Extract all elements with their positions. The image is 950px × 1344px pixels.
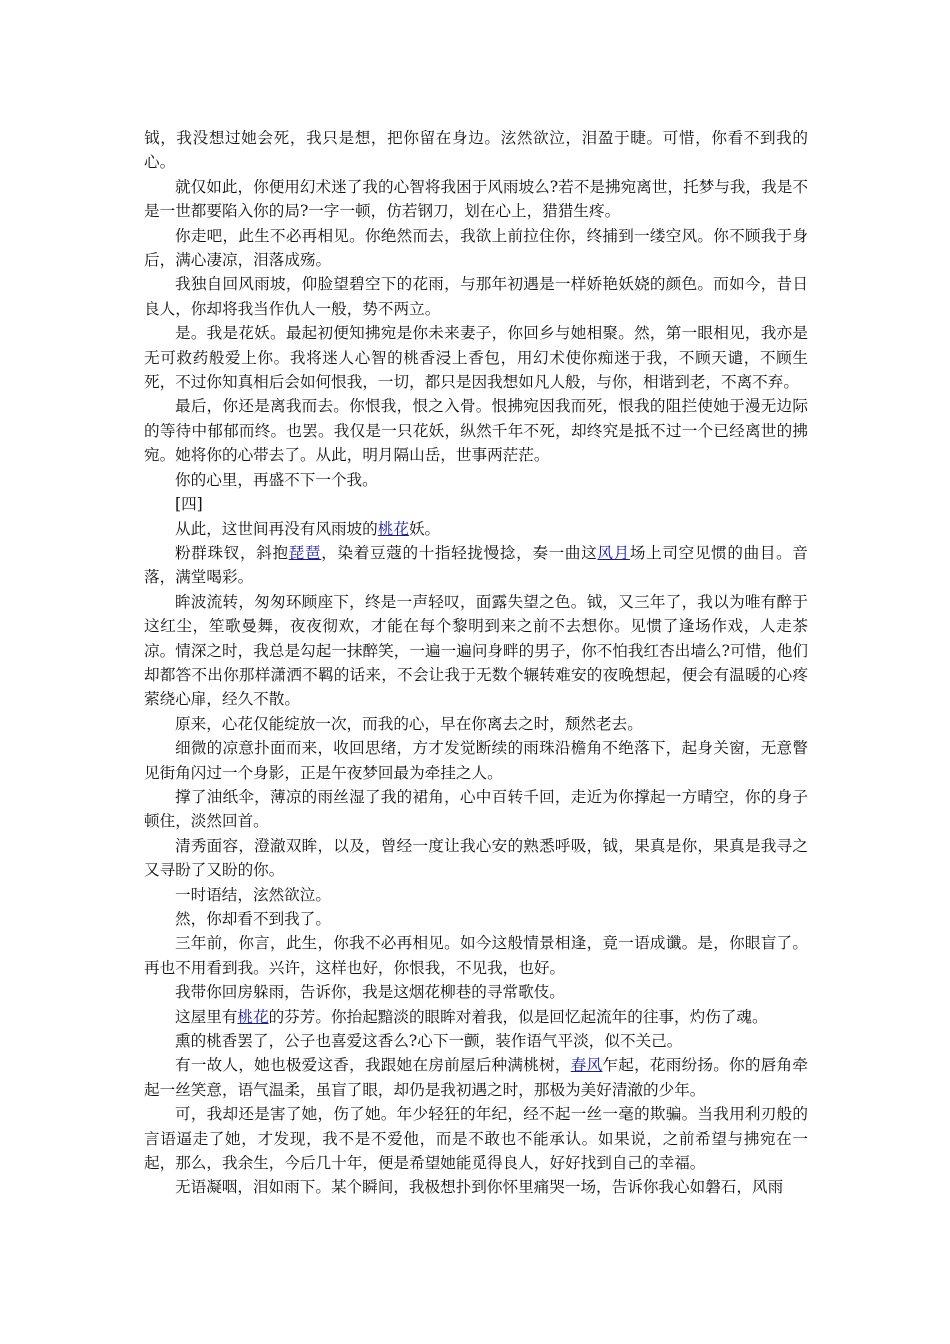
paragraph-text: 这屋里有 [175,1007,238,1026]
paragraph-text: 一时语结，泫然欲泣。 [175,885,331,904]
paragraph [144,1005,808,1029]
paragraph-text: 你走吧，此生不必再相见。你绝然而去，我欲上前拉住你，终捕到一缕空风。你不顾我于身后，满心凄凉，泪落成殇。 [144,226,808,270]
paragraph [144,517,808,541]
paragraph [144,272,808,321]
keyword-link[interactable]: 桃花 [377,519,409,538]
paragraph [144,1175,808,1199]
paragraph-text: 从此，这世间再没有风雨坡的 [175,519,378,538]
paragraph-text: 粉群珠钗，斜抱 [175,543,289,562]
paragraph-text: 的芬芳。你抬起黯淡的眼眸对着我，似是回忆起流年的往事，灼伤了魂。 [268,1007,768,1026]
keyword-link[interactable]: 风月 [597,543,630,562]
paragraph-text: 我独自回风雨坡，仰脸望碧空下的花雨，与那年初遇是一样娇艳妖娆的颜色。而如今，昔日良人，你却将我当作仇人一般，势不两立。 [144,275,808,318]
paragraph-text: 三年前，你言，此生，你我不必再相见。如今这般情景相逢，竟一语成谶。是，你眼盲了。再也不用看到我。兴许，这样也好，你恨我，不见我，也好。 [144,934,808,977]
paragraph-text: 眸波流转，匆匆环顾座下，终是一声轻叹，面露失望之色。钺，又三年了，我以为唯有醉于这红尘，笙歌曼舞，夜夜彻欢，才能在每个黎明到来之前不去想你。见惯了逢场作戏，人走茶凉。情深之时，我总是勾起一抹醉笑，一遍一遍问身畔的男子，你不怕我红杏出墙么?可惜，他们却都答不出你那样潇洒不羁的话来，不会让我于无数个辗转难安的夜晚想起，便会有温暖的心疼萦绕心扉，经久不散。 [144,592,808,709]
paragraph [144,907,808,931]
paragraph-text: 可，我却还是害了她，伤了她。年少轻狂的年纪，经不起一丝一毫的欺骗。当我用利刃般的言语逼走了她，才发现，我不是不爱他，而是不敢也不能承认。如果说，之前希望与拂宛在一起，那么，我余生，今后几十年，便是希望她能觅得良人，好好找到自己的幸福。 [144,1105,808,1173]
paragraph [144,492,808,516]
paragraph [144,883,808,907]
paragraph-text: 钺，我没想过她会死，我只是想，把你留在身边。泫然欲泣，泪盈于睫。可惜，你看不到我的心。 [144,129,808,172]
keyword-link[interactable]: 春风 [570,1056,603,1075]
paragraph [144,1102,808,1175]
paragraph [144,1053,808,1102]
paragraph [144,175,808,224]
paragraph [144,126,808,175]
paragraph [144,1029,808,1053]
paragraph-text: 撑了油纸伞，薄凉的雨丝湿了我的裙角，心中百转千回，走近为你撑起一方晴空，你的身子顿住，淡然回首。 [144,787,808,831]
paragraph-text: 是。我是花妖。最起初便知拂宛是你未来妻子，你回乡与她相聚。然，第一眼相见，我亦是无可救药般爱上你。我将迷人心智的桃香浸上香包，用幻术使你痴迷于我，不顾天谴，不顾生死，不过你知真相后会如何恨我，一切，都只是因我想如凡人般，与你，相谐到老，不离不弃。 [144,324,808,392]
paragraph [144,224,808,273]
keyword-link[interactable]: 琵琶 [288,543,322,562]
paragraph-text: [四] [175,495,203,514]
paragraph-text: 最后，你还是离我而去。你恨我，恨之入骨。恨拂宛因我而死，恨我的阻拦使她于漫无边际的等待中郁郁而终。也罢。我仅是一只花妖，纵然千年不死，却终究是抵不过一个已经离世的拂宛。她将你的心带去了。从此，明月隔山岳，世事两茫茫。 [144,397,808,465]
paragraph-text: 乍起，花雨纷扬。你的唇角牵起一丝笑意，语气温柔，虽盲了眼，却仍是我初遇之时，那极为美好清澈的少年。 [144,1056,808,1099]
paragraph [144,321,808,394]
paragraph [144,590,808,712]
paragraph [144,736,808,785]
paragraph-text: 有一故人，她也极爱这香，我跟她在房前屋后种满桃树， [175,1056,571,1075]
paragraph-text: 清秀面容，澄澈双眸，以及，曾经一度让我心安的熟悉呼吸，钺，果真是你，果真是我寻之又寻盼了又盼的你。 [144,836,808,880]
paragraph-text: ，染着豆蔻的十指轻拢慢捻，奏一曲这 [321,543,598,562]
paragraph-text: 细微的凉意扑面而来，收回思绪，方才发觉断续的雨珠沿檐角不绝落下，起身关窗，无意瞥见街角闪过一个身影，正是午夜梦回最为牵挂之人。 [144,739,808,782]
paragraph-text: 原来，心花仅能绽放一次，而我的心，早在你离去之时，颓然老去。 [175,714,643,733]
paragraph [144,712,808,736]
paragraph-text: 熏的桃香罢了，公子也喜爱这香么?心下一颤，装作语气平淡，似不关己。 [175,1032,683,1051]
paragraph-text: 场上司空见惯的曲目。音落，满堂喝彩。 [144,543,808,587]
keyword-link[interactable]: 桃花 [237,1007,269,1026]
paragraph-text: 妖。 [408,519,441,538]
paragraph-text: 就仅如此，你便用幻术迷了我的心智将我困于风雨坡么?若不是拂宛离世，托梦与我，我是不是一世都要陷入你的局?一字一顿，仿若钢刀，划在心上，猎猎生疼。 [144,177,808,221]
paragraph-text: 无语凝咽，泪如雨下。某个瞬间，我极想扑到你怀里痛哭一场，告诉你我心如磐石，风雨 [175,1178,784,1197]
paragraph [144,834,808,883]
paragraph-text: 然，你却看不到我了。 [175,910,331,928]
document-body [144,126,808,1200]
paragraph [144,785,808,834]
paragraph [144,394,808,467]
paragraph [144,931,808,980]
paragraph-text: 你的心里，再盛不下一个我。 [175,470,378,489]
paragraph [144,980,808,1004]
paragraph [144,541,808,590]
paragraph [144,468,808,492]
paragraph-text: 我带你回房躲雨，告诉你，我是这烟花柳巷的寻常歌伎。 [175,983,565,1002]
